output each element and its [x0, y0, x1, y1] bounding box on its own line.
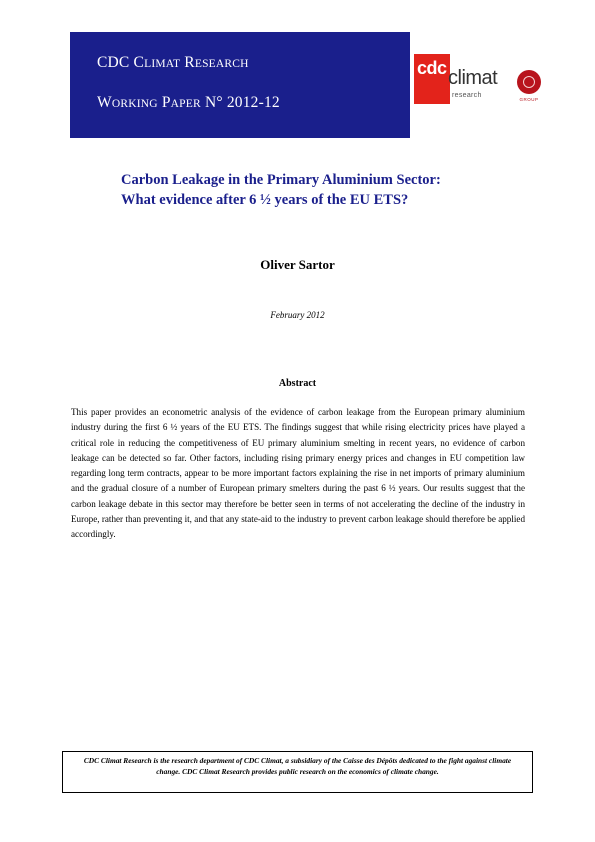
seal-icon	[517, 70, 541, 94]
group-logo-text: GROUP	[519, 97, 539, 102]
series-title: CDC CLIMAT RESEARCH	[97, 54, 249, 71]
paper-title-line-1: Carbon Leakage in the Primary Aluminium Sector:	[121, 172, 441, 188]
abstract-heading: Abstract	[278, 378, 317, 389]
publication-date: February 2012	[270, 310, 325, 320]
footer-box	[62, 751, 533, 793]
logo-climat-text: climat	[448, 67, 498, 89]
paper-title-line-2: What evidence after 6 ½ years of the EU ETS?	[121, 192, 409, 208]
footer-text: CDC Climat Research is the research department of CDC Climat, a subsidiary of the Caisse des Dépôts dedicated to the fight against climate change. CDC Climat Research provides public research on the economics of climate change.	[83, 756, 512, 776]
logo-research-text: research	[452, 92, 482, 99]
paper-title	[121, 170, 441, 210]
working-paper-number: WORKING PAPER N° 2012-12	[97, 94, 280, 111]
logo-cdc-text: cdc	[417, 58, 447, 78]
caisse-des-depots-group-logo	[514, 70, 544, 106]
author-name: Oliver Sartor	[260, 257, 335, 272]
abstract-text: This paper provides an econometric analysis of the evidence of carbon leakage from the European primary aluminium industry during the first 6 ½ years of the EU ETS. The findings suggest that while rising electricity prices have played a critical role in reducing the competitiveness of EU primary aluminium smelting in recent years, no evidence of carbon leakage can be detected so far. Other factors, including rising primary energy prices and changes in EU competition law regarding long term contracts, appear to be more important factors explaining the rise in net imports of primary aluminium and the gradual closure of a number of European primary smelters during the past 6 ½ years. Our results suggest that the carbon leakage debate in this sector may therefore be better seen in terms of not accelerating the decline of the industry in Europe, rather than preventing it, and that any state-aid to the industry to prevent carbon leakage should therefore be applied accordingly.	[71, 407, 525, 540]
cdc-climat-logo	[414, 50, 498, 105]
header-banner	[70, 32, 410, 138]
